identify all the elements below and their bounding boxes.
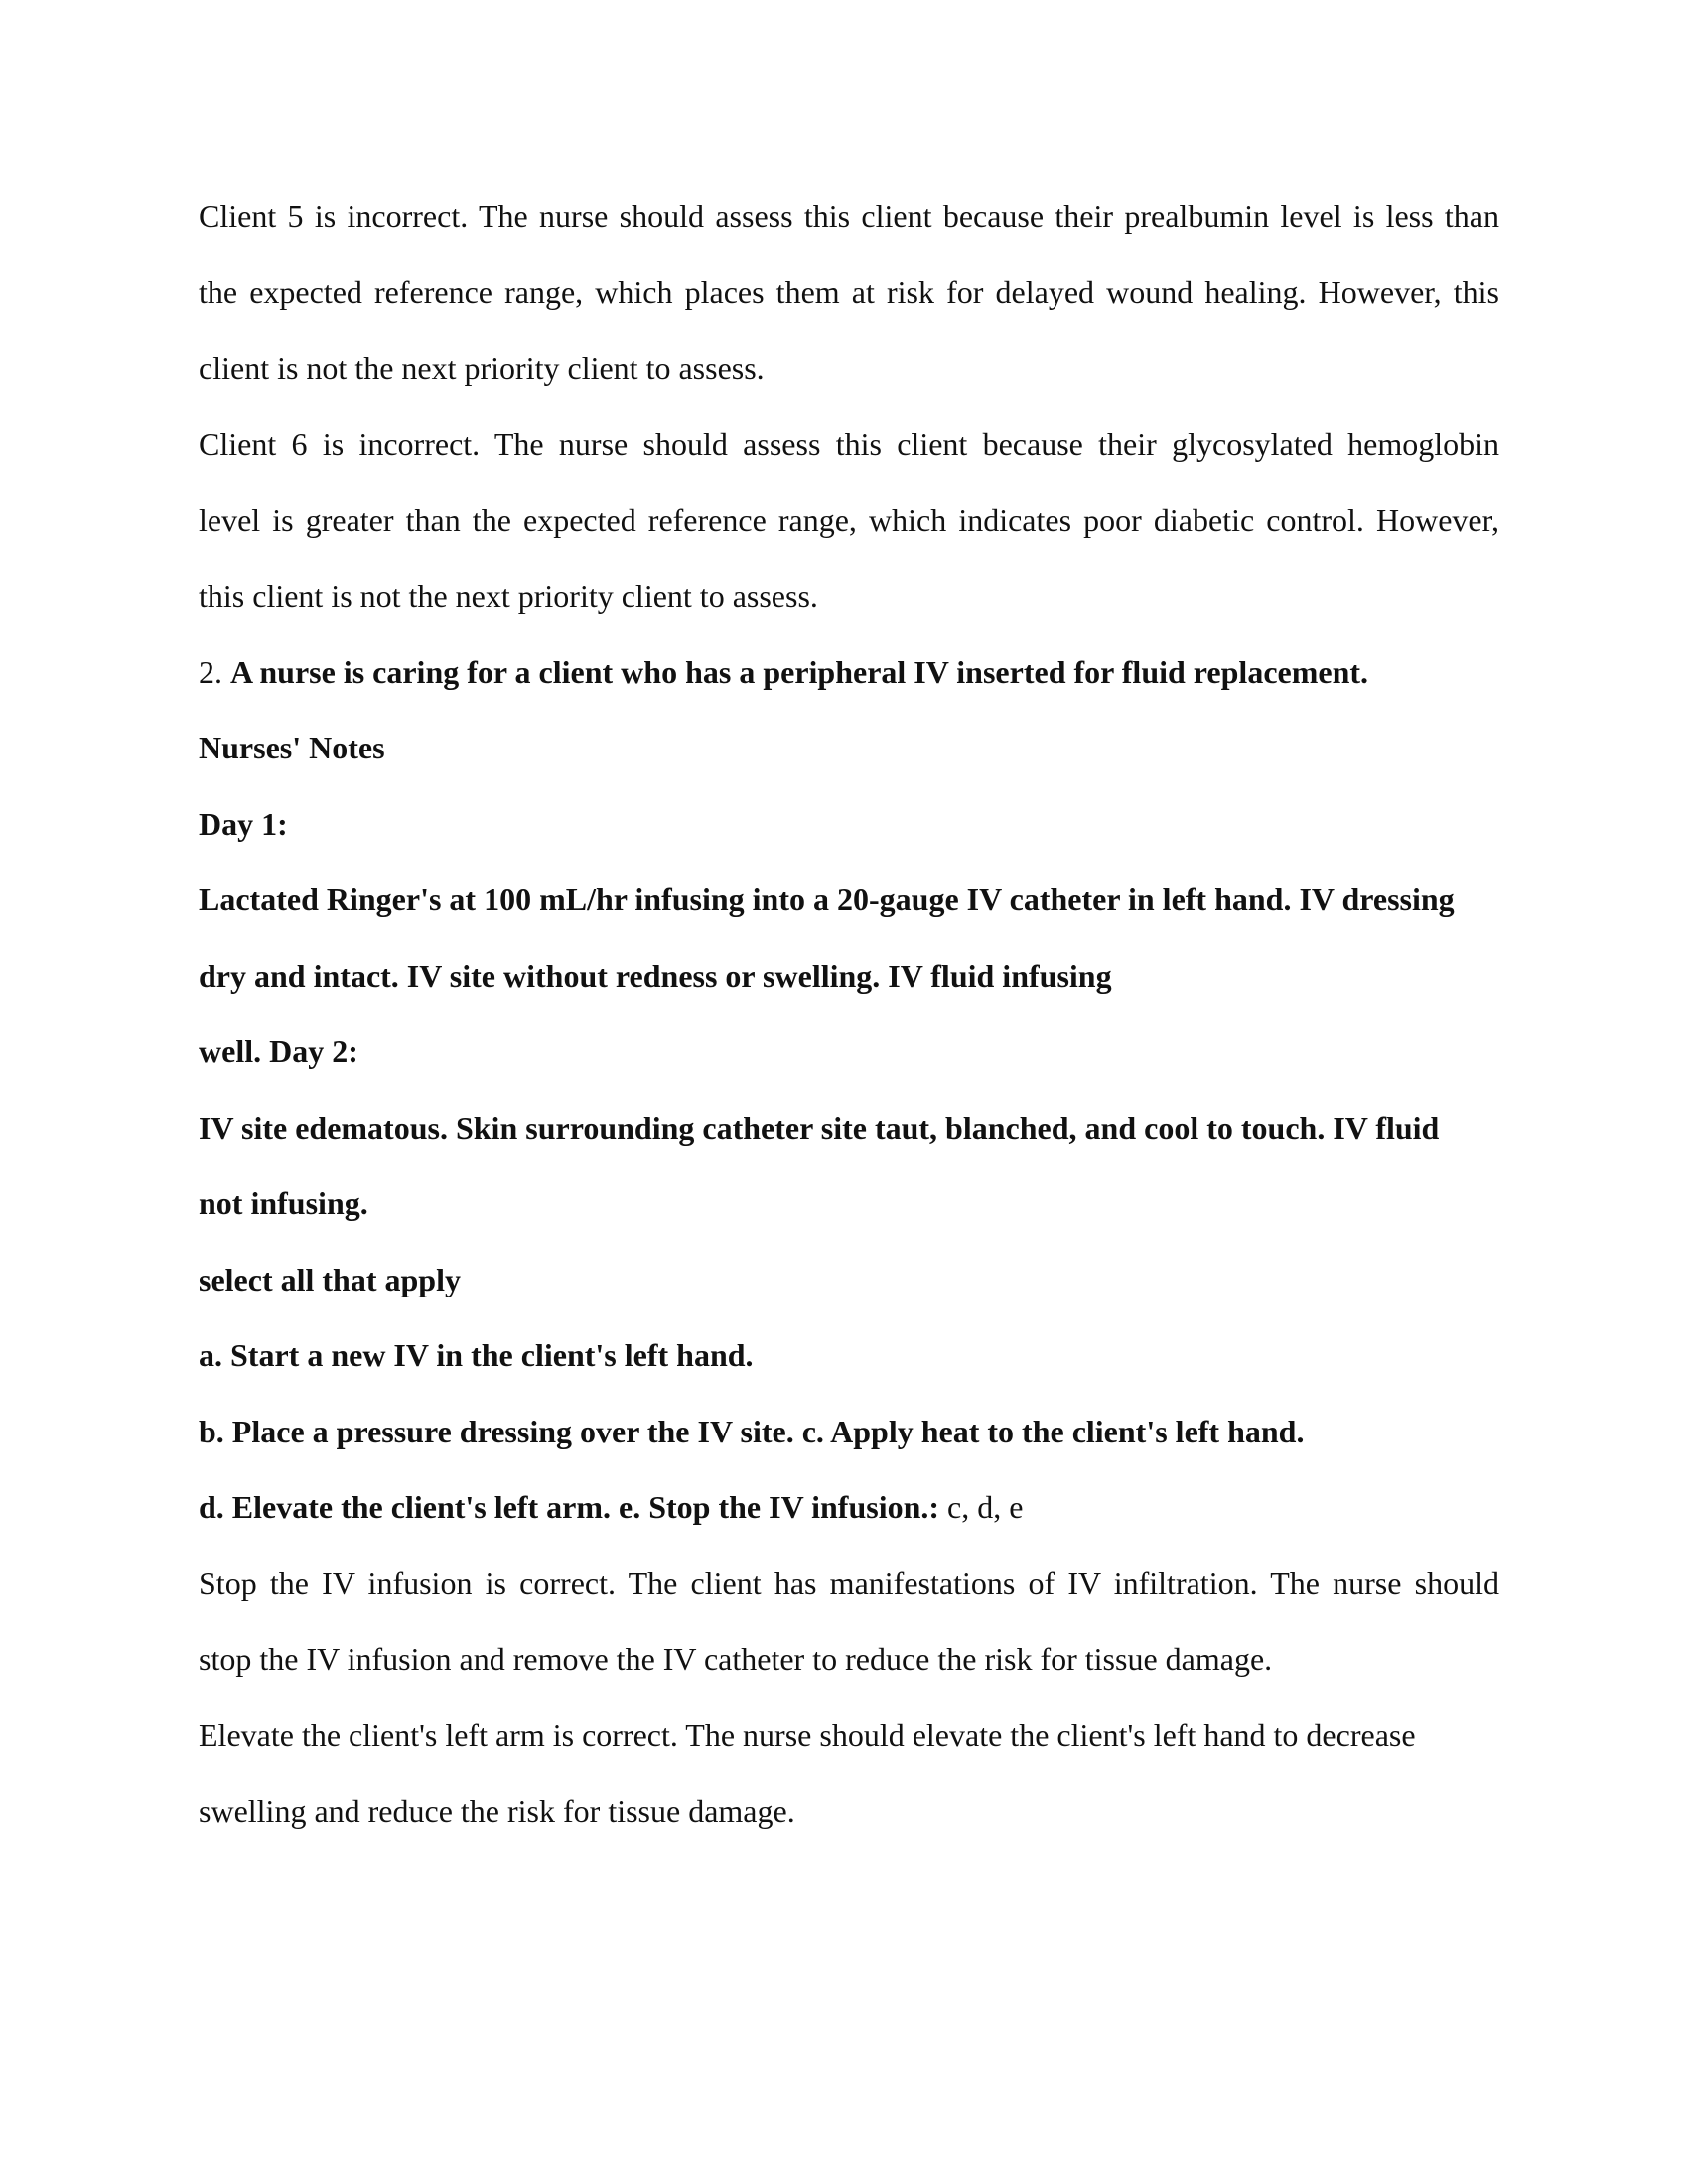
rationale-stop-infusion-line1: Stop the IV infusion is correct. The client has manifestations of IV infiltration. The nurse should [199, 1566, 1499, 1601]
option-a: a. Start a new IV in the client's left hand. [199, 1337, 754, 1373]
client5-explanation-line2: the expected reference range, which places them at risk for delayed wound healing. However, this [199, 274, 1499, 310]
options-b-c: b. Place a pressure dressing over the IV site. c. Apply heat to the client's left hand. [199, 1414, 1305, 1449]
rationale-elevate-arm-line1: Elevate the client's left arm is correct. The nurse should elevate the client's left hand to decrease [199, 1717, 1416, 1753]
client5-explanation-line3: client is not the next priority client to assess. [199, 350, 765, 386]
question-text: A nurse is caring for a client who has a peripheral IV inserted for fluid replacement. [230, 654, 1369, 690]
day1-note-line2: dry and intact. IV site without redness or swelling. IV fluid infusing [199, 958, 1112, 994]
nurses-notes-heading: Nurses' Notes [199, 730, 385, 765]
client5-explanation-line1: Client 5 is incorrect. The nurse should assess this client because their prealbumin level is less than [199, 199, 1499, 234]
rationale-stop-infusion-line2: stop the IV infusion and remove the IV catheter to reduce the risk for tissue damage. [199, 1641, 1273, 1677]
day2-note-line2: not infusing. [199, 1185, 368, 1221]
client6-explanation-line3: this client is not the next priority client to assess. [199, 578, 818, 614]
select-all-instruction: select all that apply [199, 1262, 461, 1297]
answer-key: c, d, e [939, 1489, 1024, 1525]
day1-note-line3: well. Day 2: [199, 1033, 358, 1069]
day1-note-line1: Lactated Ringer's at 100 mL/hr infusing into a 20-gauge IV catheter in left hand. IV dressing [199, 882, 1455, 917]
options-d-e: d. Elevate the client's left arm. e. Stop the IV infusion.: [199, 1489, 940, 1525]
options-d-e-answer [199, 1487, 1499, 1527]
client6-explanation-line2: level is greater than the expected reference range, which indicates poor diabetic control. However, [199, 502, 1499, 538]
client6-explanation-line1: Client 6 is incorrect. The nurse should assess this client because their glycosylated hemoglobin [199, 426, 1499, 462]
day2-note-line1: IV site edematous. Skin surrounding catheter site taut, blanched, and cool to touch. IV fluid [199, 1110, 1440, 1146]
question-2-stem [199, 652, 1499, 692]
question-number: 2. [199, 654, 230, 690]
day1-heading: Day 1: [199, 806, 288, 842]
rationale-elevate-arm-line2: swelling and reduce the risk for tissue damage. [199, 1793, 795, 1829]
